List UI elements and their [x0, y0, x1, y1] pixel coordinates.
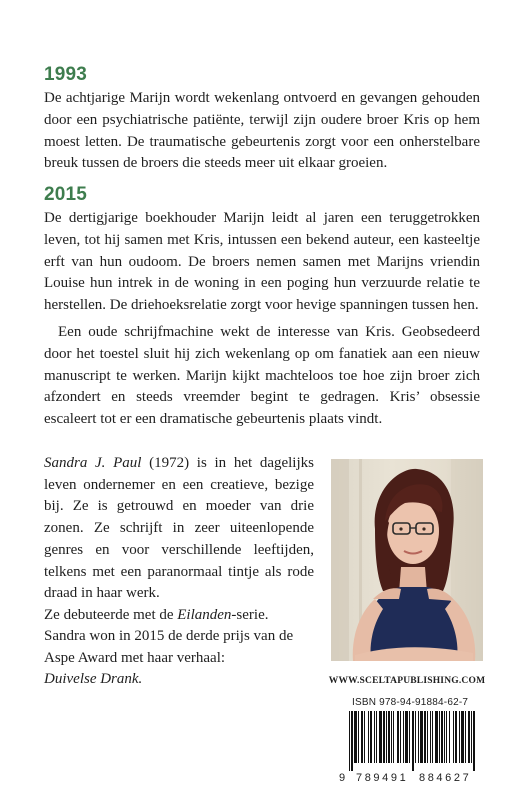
barcode-bar [391, 711, 392, 763]
author-photo [331, 459, 483, 661]
publisher-website: WWW.SCELTAPUBLISHING.COM [328, 676, 486, 686]
barcode-bar [361, 711, 363, 763]
barcode-bar [383, 711, 385, 763]
barcode-bar [403, 711, 404, 763]
barcode-bar [374, 711, 375, 763]
barcode-bar [400, 711, 401, 763]
barcode-bar [424, 711, 426, 763]
barcode-bar [449, 711, 450, 763]
author-portrait-illustration [331, 459, 483, 661]
barcode-bar [386, 711, 387, 763]
barcode-left-digits: 789491 [356, 772, 409, 784]
barcode-bar [379, 711, 382, 763]
award-story-title: Duivelse Drank. [44, 671, 143, 688]
barcode-bar [435, 711, 438, 763]
year-heading-2015: 2015 [44, 184, 88, 205]
barcode-bar [439, 711, 440, 763]
barcode-bar [368, 711, 369, 763]
synopsis-1993: De achtjarige Marijn wordt wekenlang ontvoerd en gevangen gehouden door een psychiatrische patiënte, terwijl zijn oudere broer Kris op hem moest letten. De traumatische gebeurtenis zorgt voor een onherstelbare breuk tussen de broers die steeds meer uit elkaar groeien. [44, 90, 480, 172]
barcode-bar [415, 711, 416, 763]
isbn-number: ISBN 978-94-91884-62-7 [352, 697, 469, 708]
barcode-bar [370, 711, 372, 763]
barcode-bar [453, 711, 454, 763]
barcode-bar [409, 711, 410, 763]
barcode-bar [459, 711, 460, 763]
barcode-bar [393, 711, 394, 763]
author-bio [44, 453, 314, 627]
barcode-bar [461, 711, 464, 763]
isbn-barcode [339, 711, 487, 785]
barcode-bar [441, 711, 443, 763]
barcode-bar [427, 711, 428, 763]
barcode-bar [364, 711, 365, 763]
barcode-bar [465, 711, 466, 763]
barcode-right-digits: 884627 [419, 772, 472, 784]
barcode-first-digit: 9 [339, 772, 348, 784]
barcode-bar [405, 711, 408, 763]
barcode-bar [412, 711, 414, 771]
author-debut: Ze debuteerde met de Eilanden-serie. [44, 606, 269, 623]
barcode-bar [420, 711, 423, 763]
barcode-bar [471, 711, 472, 763]
barcode-bar [351, 711, 353, 771]
barcode-bar [418, 711, 419, 763]
barcode-bar [430, 711, 431, 763]
synopsis-2015-paragraph-2: Een oude schrijfmachine wekt de interesse van Kris. Geobsedeerd door het toestel sluit hij zich wekenlang op om fanatiek aan een nieuw manuscript te werken. Marijn kijkt machteloos toe hoe zijn broer zich afzondert en steeds vreemder begint te gedragen. Kris’ obsessie escaleert tot er een dramatische gebeurtenis plaats vindt. [44, 324, 480, 428]
barcode-bar [444, 711, 445, 763]
debut-series-name: Eilanden [177, 606, 232, 623]
barcode-bars [349, 711, 477, 773]
barcode-bar [388, 711, 390, 763]
author-bio-text: (1972) is in het dagelijks leven ondernemer en een creatieve, bezige bij. Ze is getrouwd en moeder van drie zonen. Ze schrijft in zeer uiteenlopende genres en voor verschillende leeftijden, telkens met een paranormaal tintje als rode draad in haar werk. [44, 455, 314, 602]
barcode-bar [455, 711, 457, 763]
barcode-bar [349, 711, 350, 771]
year-heading-1993: 1993 [44, 64, 88, 85]
barcode-bar [358, 711, 359, 763]
barcode-bar [446, 711, 447, 763]
barcode-bar [376, 711, 377, 763]
barcode-bar [468, 711, 470, 763]
award-note [44, 626, 314, 691]
synopsis-2015-paragraph-1: De dertigjarige boekhouder Marijn leidt al jaren een teruggetrokken leven, tot hij samen met Kris, intussen een bekend auteur, een kasteeltje erft van hun oudoom. De broers nemen samen met Marijns vriendin Louise hun intrek in de woning in een poging hun verzuurde relatie te herstellen. De driehoeksrelatie zorgt voor hevige spanningen tussen hen. [44, 210, 480, 314]
barcode-bar [397, 711, 399, 763]
author-name: Sandra J. Paul [44, 455, 142, 471]
award-text: Sandra won in 2015 de derde prijs van de Aspe Award met haar verhaal: [44, 628, 294, 666]
barcode-bar [354, 711, 357, 763]
barcode-bar [432, 711, 433, 763]
barcode-bar [473, 711, 475, 771]
